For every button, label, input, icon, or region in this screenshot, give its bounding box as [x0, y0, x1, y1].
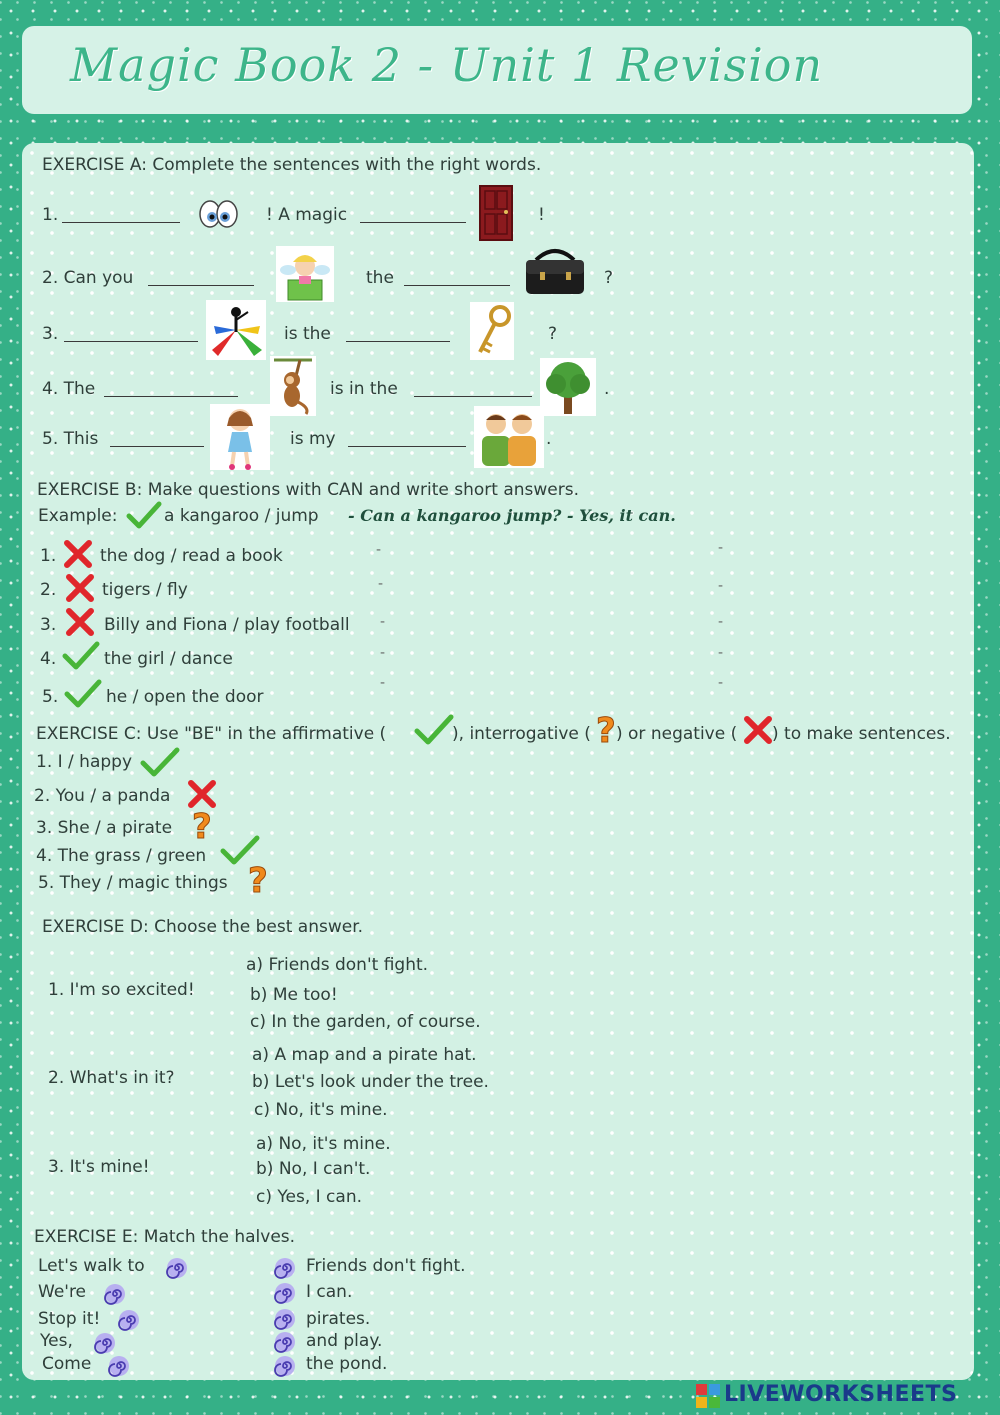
exa-row2-start: 2. Can you: [42, 268, 134, 288]
exa-row3-start: 3.: [42, 324, 59, 344]
exb-answer-dash[interactable]: -: [718, 645, 724, 661]
exa-row5-end: .: [546, 429, 552, 449]
exd-option[interactable]: a) No, it's mine.: [256, 1134, 391, 1154]
cross-icon: [64, 606, 96, 638]
exe-left-item: We're: [38, 1282, 87, 1302]
exe-left-item: Yes,: [40, 1331, 73, 1351]
exb-question-dash[interactable]: -: [380, 645, 386, 661]
exd-option[interactable]: b) Let's look under the tree.: [252, 1072, 489, 1092]
exe-left-item: Come: [42, 1354, 92, 1374]
exa-row3-end: ?: [548, 324, 558, 344]
exd-option[interactable]: c) No, it's mine.: [254, 1100, 388, 1120]
exe-right-item: and play.: [306, 1331, 383, 1351]
exercise-a-heading: EXERCISE A: Complete the sentences with the right words.: [42, 155, 542, 175]
exa-row4-blank1[interactable]: [104, 396, 238, 397]
exb-item-text: Billy and Fiona / play football: [104, 615, 350, 635]
exa-row5-blank2[interactable]: [348, 446, 466, 447]
check-icon: [140, 746, 180, 778]
exd-option[interactable]: b) No, I can't.: [256, 1159, 371, 1179]
cross-icon: [62, 538, 94, 570]
tree-icon: [540, 358, 596, 416]
swirl-icon[interactable]: [274, 1257, 296, 1279]
exd-option[interactable]: c) Yes, I can.: [256, 1187, 362, 1207]
exa-row5-mid: is my: [290, 429, 336, 449]
exa-row2-mid: the: [366, 268, 394, 288]
exa-row2-end: ?: [604, 268, 614, 288]
exc-item-text: 1. I / happy: [36, 752, 133, 772]
exb-item-text: the dog / read a book: [100, 546, 283, 566]
exd-option[interactable]: a) A map and a pirate hat.: [252, 1045, 477, 1065]
footer-brand: LIVEWORKSHEETS: [724, 1382, 958, 1407]
exb-example-prompt: a kangaroo / jump: [164, 506, 319, 526]
swirl-icon[interactable]: [274, 1355, 296, 1377]
check-icon: [62, 640, 100, 672]
swirl-icon[interactable]: [274, 1331, 296, 1353]
swirl-icon[interactable]: [274, 1282, 296, 1304]
exercise-e-heading: EXERCISE E: Match the halves.: [34, 1227, 296, 1247]
exb-example-label: Example:: [38, 506, 118, 526]
exa-row3-mid: is the: [284, 324, 331, 344]
key-icon: [470, 302, 514, 360]
exa-row5-blank1[interactable]: [110, 446, 204, 447]
check-icon: [64, 678, 102, 710]
exb-item-text: tigers / fly: [102, 580, 188, 600]
exercise-c-heading-part3: ) or negative (: [616, 724, 738, 744]
exb-answer-dash[interactable]: -: [718, 614, 724, 630]
bag-icon: [522, 246, 588, 298]
directions-icon: [206, 300, 266, 360]
exercise-c-heading-part2: ), interrogative (: [452, 724, 591, 744]
exa-row2-blank2[interactable]: [404, 285, 510, 286]
exb-item-num: 1.: [40, 546, 57, 566]
exercise-c-heading-part1: EXERCISE C: Use "BE" in the affirmative (: [36, 724, 387, 744]
exe-right-item: I can.: [306, 1282, 353, 1302]
cross-icon: [64, 572, 96, 604]
exercise-b-heading: EXERCISE B: Make questions with CAN and write short answers.: [37, 480, 579, 500]
friends-icon: [474, 406, 544, 468]
door-icon: [478, 184, 514, 242]
exb-question-dash[interactable]: -: [376, 542, 382, 558]
question-mark-icon: [244, 860, 272, 898]
exa-row3-blank2[interactable]: [346, 341, 450, 342]
exa-row1-blank2[interactable]: [360, 222, 466, 223]
exd-option[interactable]: a) Friends don't fight.: [246, 955, 429, 975]
swirl-icon[interactable]: [104, 1283, 126, 1305]
exd-option[interactable]: b) Me too!: [250, 985, 338, 1005]
exe-right-item: pirates.: [306, 1309, 371, 1329]
exe-right-item: Friends don't fight.: [306, 1256, 466, 1276]
exc-item-text: 4. The grass / green: [36, 846, 207, 866]
exb-item-text: the girl / dance: [104, 649, 233, 669]
exercise-d-heading: EXERCISE D: Choose the best answer.: [42, 917, 364, 937]
exb-example-answer: - Can a kangaroo jump? - Yes, it can.: [348, 506, 676, 525]
eyes-icon: [198, 196, 238, 232]
exb-answer-dash[interactable]: -: [718, 540, 724, 556]
check-icon: [126, 500, 162, 530]
exercise-c-heading-part4: ) to make sentences.: [772, 724, 951, 744]
exb-item-num: 3.: [40, 615, 57, 635]
exe-left-item: Stop it!: [38, 1309, 101, 1329]
exb-question-dash[interactable]: -: [378, 576, 384, 592]
exb-answer-dash[interactable]: -: [718, 578, 724, 594]
exd-option[interactable]: c) In the garden, of course.: [250, 1012, 481, 1032]
svg-text:?: ?: [192, 807, 212, 844]
exa-row4-blank2[interactable]: [414, 396, 532, 397]
exe-right-item: the pond.: [306, 1354, 388, 1374]
exb-item-num: 5.: [42, 687, 59, 707]
exa-row1-start: 1.: [42, 205, 59, 225]
monkey-icon: [270, 356, 316, 416]
exd-question: 3. It's mine!: [48, 1157, 150, 1177]
exa-row5-start: 5. This: [42, 429, 99, 449]
exa-row2-blank1[interactable]: [148, 285, 254, 286]
swirl-icon[interactable]: [274, 1308, 296, 1330]
swirl-icon[interactable]: [118, 1309, 140, 1331]
exa-row1-mid: ! A magic: [266, 205, 348, 225]
title-banner: [22, 26, 972, 114]
logo-blocks-icon: [696, 1384, 722, 1408]
exa-row3-blank1[interactable]: [64, 341, 198, 342]
girl-icon: [210, 404, 270, 470]
exa-row4-mid: is in the: [330, 379, 398, 399]
exc-item-text: 3. She / a pirate: [36, 818, 173, 838]
swirl-icon[interactable]: [166, 1257, 188, 1279]
exb-item-text: he / open the door: [106, 687, 264, 707]
fairy-in-box-icon: [276, 246, 334, 302]
exb-item-num: 2.: [40, 580, 57, 600]
exe-left-item: Let's walk to: [38, 1256, 145, 1276]
svg-text:?: ?: [248, 861, 268, 898]
exb-question-dash[interactable]: -: [380, 614, 386, 630]
exb-answer-dash[interactable]: -: [718, 675, 724, 691]
swirl-icon[interactable]: [108, 1355, 130, 1377]
exb-question-dash[interactable]: -: [380, 675, 386, 691]
exd-question: 2. What's in it?: [48, 1068, 175, 1088]
cross-icon: [742, 714, 774, 746]
check-icon: [414, 713, 454, 747]
exa-row4-end: .: [604, 379, 610, 399]
exa-row1-blank1[interactable]: [62, 222, 180, 223]
question-mark-icon: [188, 806, 216, 844]
exd-question: 1. I'm so excited!: [48, 980, 195, 1000]
exa-row1-end: !: [538, 205, 545, 225]
page-title: Magic Book 2 - Unit 1 Revision: [70, 38, 824, 92]
swirl-icon[interactable]: [94, 1332, 116, 1354]
exb-item-num: 4.: [40, 649, 57, 669]
svg-text:?: ?: [596, 711, 616, 748]
liveworksheets-logo: [696, 1380, 996, 1410]
exa-row4-start: 4. The: [42, 379, 96, 399]
exc-item-text: 5. They / magic things: [38, 873, 228, 893]
exc-item-text: 2. You / a panda: [34, 786, 171, 806]
